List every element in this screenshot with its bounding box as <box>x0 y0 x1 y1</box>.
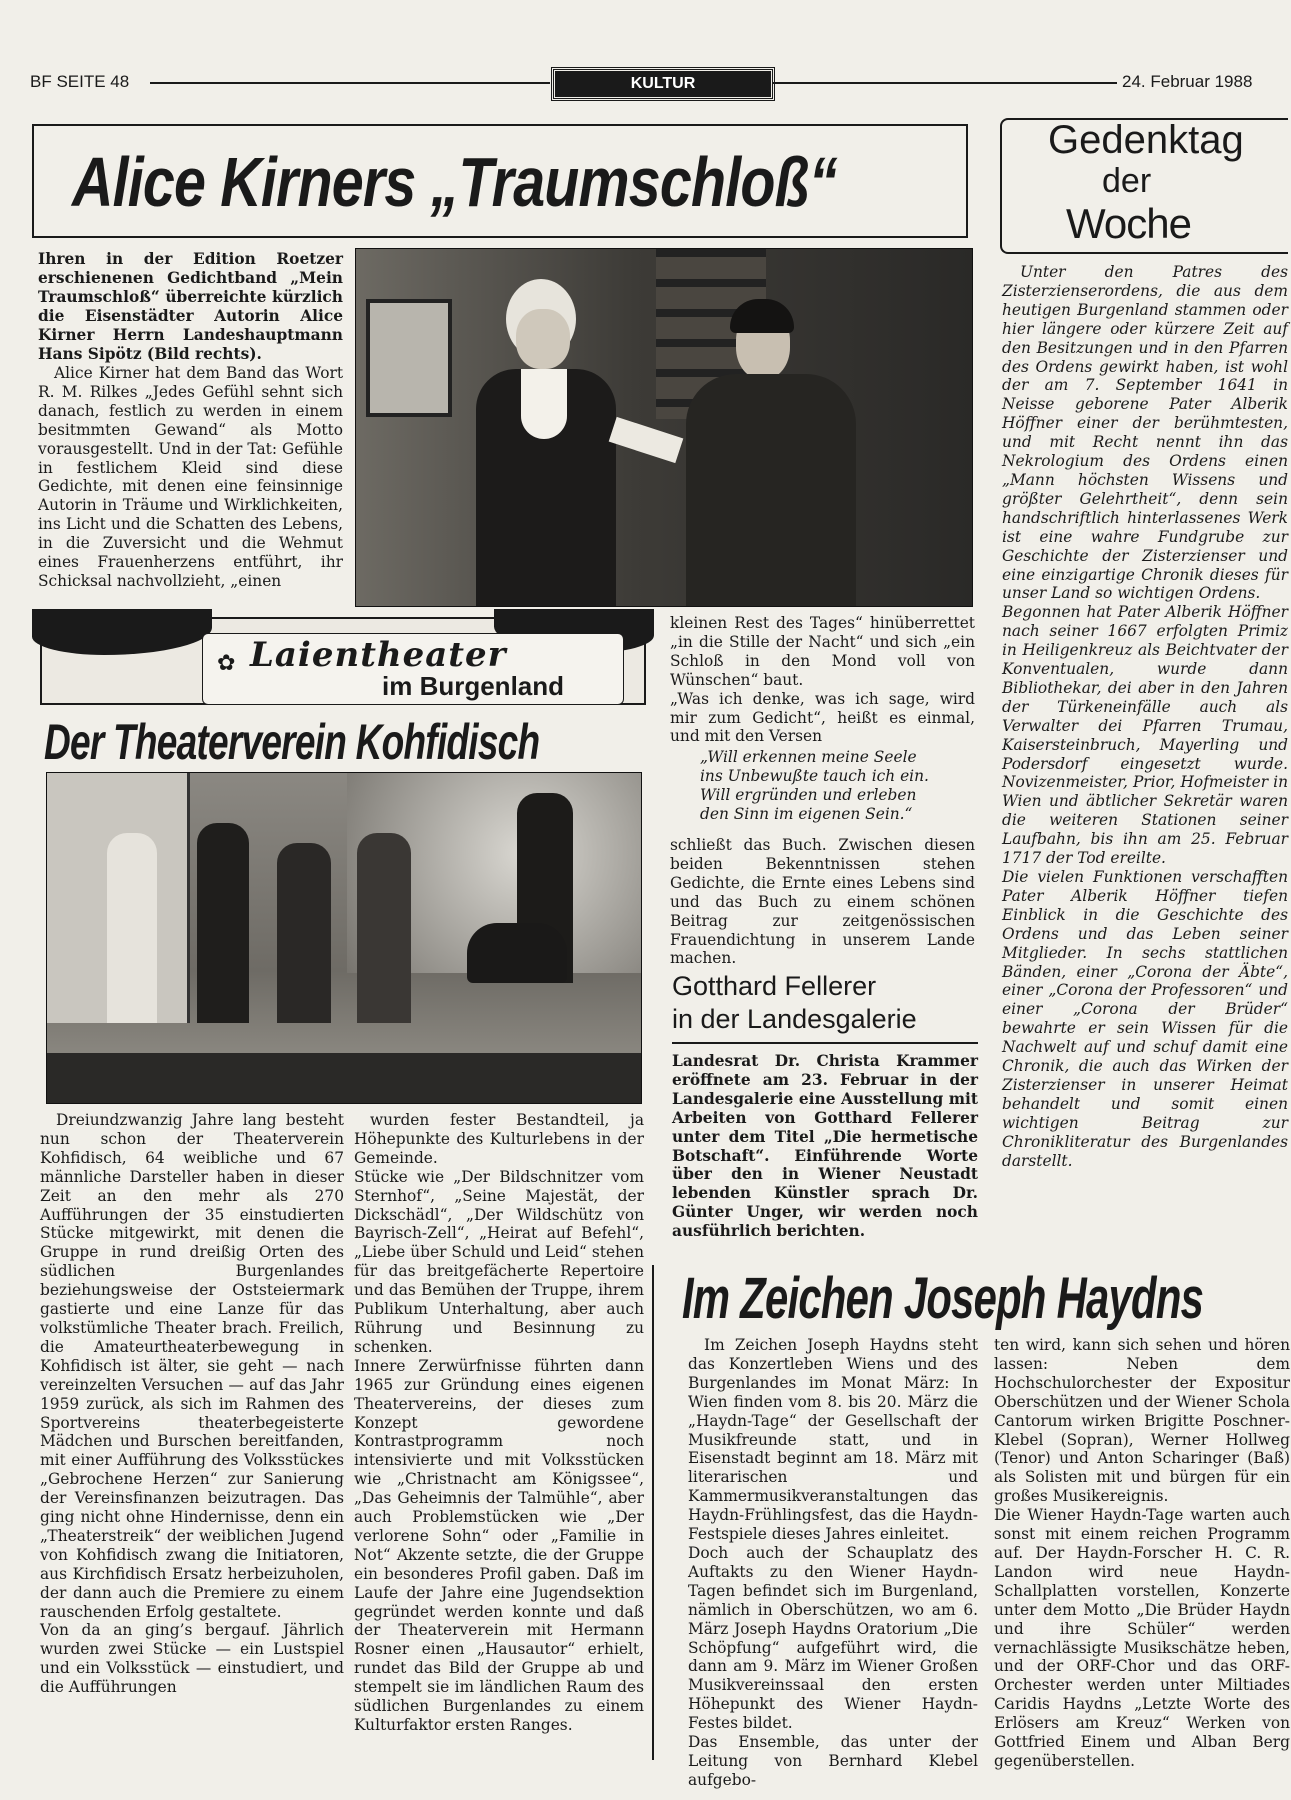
actor-1 <box>107 833 157 1023</box>
article-lead: Ihren in der Edition Roetzer erschienenen Gedichtband „Mein Traumschloß“ überreichte kürzlich die Eisenstädter Autorin Alice Kirner Herrn Landeshauptmann Hans Sipötz (Bild rechts). <box>38 250 343 363</box>
gedenktag-title-line3: Woche <box>1066 200 1191 247</box>
gedenktag-title-line1: Gedenktag <box>1048 118 1244 162</box>
book <box>609 417 684 463</box>
section-label: KULTUR <box>552 68 774 100</box>
issue-date: 24. Februar 1988 <box>1122 72 1253 91</box>
article-body: Alice Kirner hat dem Band das Wort R. M. Rilkes „Jedes Gefühl sehnt sich danach, festlich zu werden in einem besitmmten Gewand“ als Motto vorausgestellt. Und in der Tat: Gefühle in festlichem Kleid sind diese Gedichte, mit denen eine feinsinnige Autorin in Träume und Wirklichkeiten, ins Licht und die Schatten des Lebens, in die Zuversicht und die Wehmut eines Frauenherzens entführt, ihr Schicksal nachvollzieht, „einen <box>38 364 343 590</box>
gedenktag-title-line2: der <box>1102 162 1152 200</box>
seated-actor <box>467 923 567 983</box>
header-rule-left <box>150 82 550 84</box>
gedenktag-body: Unter den Patres des Zisterzienserordens, die aus dem heutigen Burgenland stammen oder hier längere oder kürzere Zeit auf den Besitzungen und in den Pfarren des Ordens gewirkt haben, ist wohl der am 7. September 1641 in Neisse geborene Pater Alberik Höffner einer der berühmtesten, und mit Recht nennt ihn das Nekrologium des Ordens einen „Mann höchsten Wissens und größter Gelehrtheit“, denn sein handschriftlich hinterlassenes Werk ist eine wahre Fundgrube zur Geschichte der Zisterzienser und eine einzigartige Chronik dieses für unser Land so wichtigen Ordens. Begonnen hat Pater Alberik Höffner nach seiner 1667 erfolgten Primiz in Heiligenkreuz als Beichtvater der Konventualen, wurde dann Bibliothekar, dei aber in den Jahren der Türkeneinfälle auch als Verwalter dei Pfarren Trumau, Kaisersteinbruch, Mayerling und Podersdorf eingesetzt wurde. Novizenmeister, Prior, Hofmeister in Wien und äbtlicher Sekretär waren die weiteren Stationen seiner Laufbahn, bis ihn am 25. Februar 1717 der Tod ereilte. Die vielen Funktionen verschafften Pater Alberik Höffner tiefen Einblick in die Geschichte des Ordens und das Leben seiner Mitglieder. In sechs stattlichen Bänden, einer „Corona der Äbte“, einer „Corona der Professoren“ und einer „Corona der Brüder“ bewahrte er sein Wissen für die Nachwelt auf und schuf damit eine Chronik, die auch das Wirken der Zisterzienser in unserer Heimat behandelt und somit einen wichtigen Beitrag zur Chronikliteratur des Burgenlandes darstellt. <box>1002 263 1288 1170</box>
headline-box <box>32 124 968 238</box>
page-number: BF SEITE 48 <box>30 72 130 91</box>
haydn-body-col2: ten wird, kann sich sehen und hören lassen: Neben dem Hochschulorchester der Expositur Oberschützen und der Wiener Schola Cantorum wirken Brigitte Poschner-Klebel (Sopran), Werner Hollweg (Tenor) und Anton Scharinger (Baß) als Solisten mit und bürgen für ein großes Musikereignis. Die Wiener Haydn-Tage warten auch sonst mit einem reichen Programm auf. Der Haydn-Forscher H. C. R. Landon wird neue Haydn-Schallplatten vorstellen, Konzerte unter dem Motto „Die Brüder Haydn und ihre Schüler“ werden vernachlässigte Musikschätze heben, und der ORF-Chor und das ORF-Orchester werden unter Miltiades Caridis Haydns „Letzte Worte des Erlösers am Kreuz“ Werken von Gottfried Einem und Alban Berg gegenüberstellen. <box>994 1336 1290 1770</box>
theater-body-col1: Dreiundzwanzig Jahre lang besteht nun schon der Theaterverein Kohfidisch, 64 weibliche und 67 männliche Darsteller haben in dieser Zeit an den mehr als 270 Aufführungen der 35 einstudierten Stücke mitgewirkt, mit denen die Gruppe in rund dreißig Orten des südlichen Burgenlandes beziehungsweise der Oststeiermark gastierte und eine Lanze für das volkstümliche Theater brach. Freilich, die Amateurtheaterbewegung in Kohfidisch ist älter, sie geht — nach vereinzelten Versuchen — auf das Jahr 1959 zurück, als sich im Rahmen des Sportvereins theaterbegeisterte Mädchen und Burschen bereitfanden, mit einer Aufführung des Volksstückes „Gebrochene Herzen“ zur Sanierung der Vereinsfinanzen beizutragen. Das ging nicht ohne Hindernisse, denn ein „Theaterstreik“ der weiblichen Jugend von Kohfidisch zwang die Initiatoren, aus Kirchfidisch Ersatz herbeizuholen, der dann auch die Premiere zu einem rauschenden Erfolg gestaltete. Von da an ging’s bergauf. Jährlich wurden zwei Stücke — ein Lustspiel und ein Volksstück — einstudiert, und die Aufführungen <box>40 1111 344 1697</box>
man-suit <box>686 374 856 606</box>
article-body-col3: kleinen Rest des Tages“ hinüberrettet „in die Stille der Nacht“ und sich „ein Schloß in den Mond voll von Wünschen“ baut. „Was ich denke, was ich sage, wird mir zum Gedicht“, heißt es einmal, und mit den Versen <box>670 614 975 746</box>
theater-body-col2: wurden fester Bestandteil, ja Höhepunkte des Kulturlebens in der Gemeinde. Stücke wie „Der Bildschnitzer vom Sternhof“, „Seine Majestät, der Dickschädl“, „Der Wildschütz von Bayrisch-Zell“, „Heirat auf Befehl“, „Liebe über Schuld und Leid“ stehen für das breitgefächerte Repertoire und das Bemühen der Truppe, ihrem Publikum Unterhaltung, aber auch Rührung und Besinnung zu schenken. Innere Zerwürfnisse führten dann 1965 zur Gründung eines eigenen Theatervereins, der dieses zum Konzept gewordene Kontrastprogramm noch intensivierte und mit Volksstücken wie „Christnacht am Königssee“, „Das Geheimnis der Talmühle“, aber auch Problemstücken wie „Der verlorene Sohn“ oder „Familie in Not“ Akzente setzte, die der Gruppe ein besonderes Profil gaben. Daß im Laufe der Jahre eine Jugendsektion gegründet werden konnte und daß der Theaterverein mit Hermann Rosner einen „Hausautor“ erhielt, rundet das Bild der Gruppe ab und stempelt sie im ländlichen Raum des südlichen Burgenlandes zu einem Kulturfaktor ersten Ranges. <box>354 1111 644 1734</box>
article-headline: Alice Kirners „Traumschloß“ <box>72 143 837 221</box>
curtain-left <box>32 609 212 655</box>
haydn-headline: Im Zeichen Joseph Haydns <box>682 1266 1204 1331</box>
actor-2 <box>197 823 249 1023</box>
haydn-headline-wrap <box>660 1258 1291 1338</box>
article-closing: schließt das Buch. Zwischen diesen beiden Bekenntnissen stehen Gedichte, die Ernte eines Lebens sind und das Buch zu einem schönen Beitrag zur zeitgenössischen Frauendichtung in unserem Lande machen. <box>670 836 975 968</box>
fellerer-headline-line2: in der Landesgalerie <box>672 1004 917 1034</box>
banner-script-title: Laientheater <box>250 635 507 675</box>
actor-3 <box>277 843 331 1023</box>
haydn-body-col1: Im Zeichen Joseph Haydns steht das Konzertleben Wiens und des Burgenlandes im Monat März: In Wien finden vom 8. bis 20. März die „Haydn-Tage“ der Gesellschaft der Musikfreunde statt, und in Eisenstadt beginnt am 18. März mit literarischen und Kammermusikveranstaltungen das Haydn-Frühlingsfest, das die Haydn-Festspiele dieses Jahres einleitet. Doch auch der Schauplatz des Auftakts zu den Wiener Haydn-Tagen befindet sich im Burgenland, nämlich in Oberschützen, wo am 6. März Joseph Haydns Oratorium „Die Schöpfung“ aufgeführt wird, die dann am 9. März im Wiener Großen Musikvereinssaal den ersten Höhepunkt des Wiener Haydn-Festes bildet. Das Ensemble, das unter der Leitung von Bernhard Klebel aufgebo- <box>688 1336 978 1789</box>
fellerer-lead: Landesrat Dr. Christa Krammer eröffnete am 23. Februar in der Landesgalerie eine Ausstellung mit Arbeiten von Gotthard Fellerer unter dem Titel „Die hermetische Botschaft“. Einführende Worte über den in Wiener Neustadt lebenden Künstler sprach Dr. Günter Unger, wir werden noch ausführlich berichten. <box>672 1052 978 1241</box>
laientheater-banner <box>40 617 646 705</box>
fellerer-rule <box>672 1042 978 1044</box>
photo-theater-scene <box>46 772 642 1104</box>
woman-bow <box>521 369 567 439</box>
theater-headline: Der Theaterverein Kohfidisch <box>44 714 540 770</box>
flower-icon: ✿ <box>217 651 236 676</box>
fellerer-headline-line1: Gotthard Fellerer <box>672 971 877 1001</box>
gedenktag-box <box>1000 118 1288 254</box>
audience-heads <box>47 1053 641 1103</box>
wall-picture-frame <box>366 299 452 417</box>
actor-4 <box>357 833 411 1023</box>
header-rule-right <box>772 82 1117 84</box>
woman-face <box>516 309 570 369</box>
banner-subtitle: im Burgenland <box>382 671 565 701</box>
photo-book-presentation <box>355 248 973 607</box>
poem-quote: „Will erkennen meine Seele ins Unbewußte tauch ich ein. Will ergründen und erleben den Sinn im eigenen Sein.“ <box>700 748 929 823</box>
column-rule <box>652 1265 654 1760</box>
